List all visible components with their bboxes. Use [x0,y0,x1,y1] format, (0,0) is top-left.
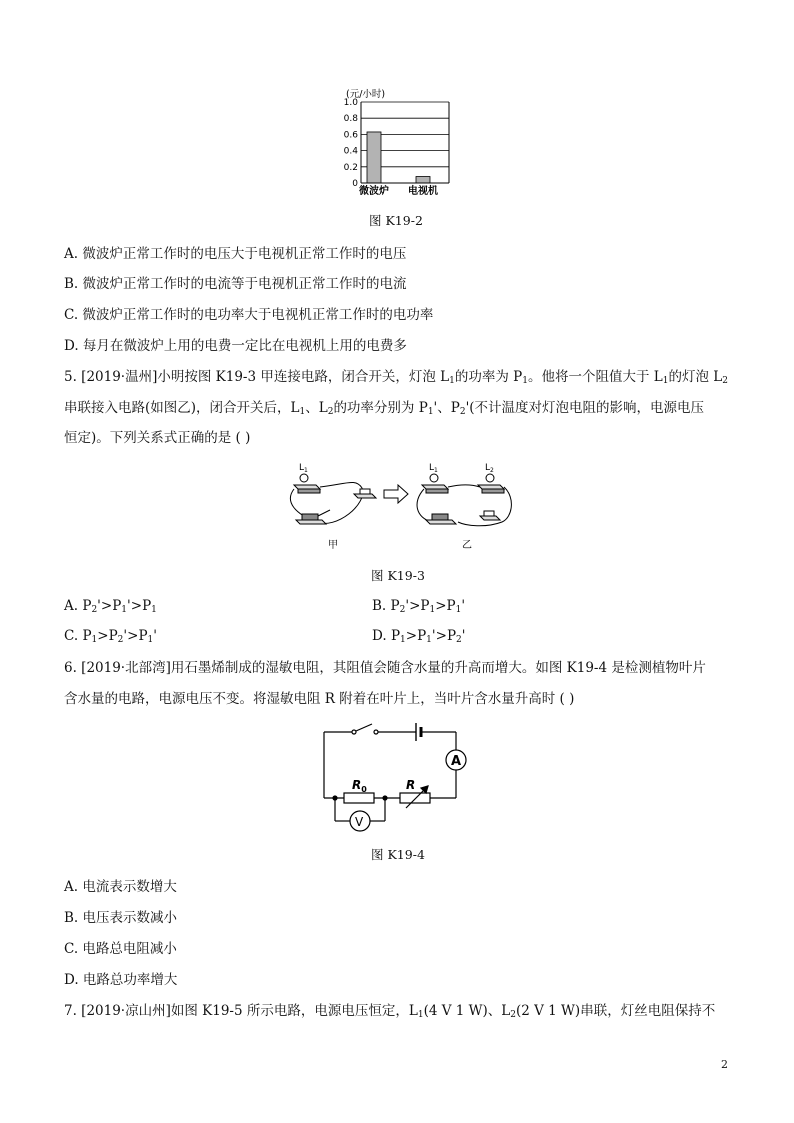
figure-caption-k19-2: 图 K19-2 [369,213,423,228]
figure-caption-k19-4: 图 K19-4 [371,847,425,862]
chart-ylabel: (元/小时) [346,89,386,100]
x-tick-label: 电视机 [408,186,438,197]
y-tick-label: 0.6 [343,130,358,141]
y-tick-label: 0.4 [343,146,358,157]
bar-chart [330,86,460,198]
x-tick-label: 微波炉 [359,186,389,197]
y-tick-label: 0.8 [343,114,358,125]
q6-stem-line2: 含水量的电路，电源电压不变。将湿敏电阻 R 附着在叶片上，当叶片含水量升高时 ( ) [64,691,575,707]
q6-option-c: C. 电路总电阻减小 [64,941,177,957]
q7-stem-line1: 7. [2019·凉山州]如图 K19-5 所示电路，电源电压恒定，$L_1(4$ V 1 W)、$L_2(2$ V 1 W)串联，灯丝电阻保持不 [64,1003,716,1020]
q5-stem-line3: 恒定)。下列关系式正确的是 ( ) [64,430,251,446]
y-tick-label: 0.2 [343,162,358,173]
lamp-label-l1-yi: $L_1$ [429,463,438,474]
bar-0 [367,132,381,183]
q5-option-d: D. $P_1>P_1'>P_2'$ [372,628,466,645]
q6-option-b: B. 电压表示数减小 [64,910,178,926]
lamp-bulb-icon [300,474,308,482]
voltmeter-label: V [355,815,364,829]
lamp-bulb-icon [486,474,494,482]
q4-option-b: B. 微波炉正常工作时的电流等于电视机正常工作时的电流 [64,276,407,292]
r-label: R [406,778,416,792]
circuit-figure-k19-3 [276,458,526,554]
y-tick-label: 1.0 [343,98,358,108]
figure-caption-k19-3: 图 K19-3 [371,568,425,583]
page-number: 2 [721,1058,728,1071]
chart-y-tick-labels [344,98,359,189]
bar-1 [416,177,430,183]
q4-option-a: A. 微波炉正常工作时的电压大于电视机正常工作时的电压 [64,246,407,262]
circuit-jia [290,463,376,551]
q5-option-a: A. $P_2'>P_1'>P_1$ [64,598,157,615]
ammeter-label: A [451,754,462,769]
q4-option-d: D. 每月在微波炉上用的电费一定比在电视机上用的电费多 [64,338,407,354]
switch-icon [356,724,372,731]
q4-option-c: C. 微波炉正常工作时的电功率大于电视机正常工作时的电功率 [64,307,434,323]
circuit-yi [417,463,511,551]
q6-option-a: A. 电流表示数增大 [64,879,177,895]
lamp-label-l1-jia: $L_1$ [299,463,308,474]
chart-x-tick-labels [359,184,438,197]
y-tick-label: 0 [352,179,358,189]
label-jia: 甲 [328,540,338,551]
q6-stem-line1: 6. [2019·北部湾]用石墨烯制成的湿敏电阻，其阻值会随含水量的升高而增大。如图 K19-4 是检测植物叶片 [64,660,706,676]
resistor-r0-icon [344,793,374,803]
q5-option-c: C. $P_1>P_2'>P_1'$ [64,628,157,645]
q6-option-d: D. 电路总功率增大 [64,972,178,988]
circuit-figure-k19-4 [318,720,468,836]
lamp-label-l2-yi: $L_2$ [485,463,494,474]
chart-bars [367,132,430,183]
r0-label: $R_0$ [352,778,367,794]
q5-stem-line1: 5. [2019·温州]小明按图 K19-3 甲连接电路，闭合开关，灯泡 $L_1$的功率为 $P_1$。他将一个阻值大于 $L_1$的灯泡 $L_2$ [64,369,728,386]
q5-option-b: B. $P_2'>P_1>P_1'$ [372,598,466,615]
arrow-icon [384,485,408,503]
q5-stem-line2: 串联接入电路(如图乙)，闭合开关后，$L_1$、$L_2$的功率分别为 $P_1'$、$P_2'$(不计温度对灯泡电阻的影响，电源电压 [64,400,705,417]
lamp-bulb-icon [430,474,438,482]
label-yi: 乙 [462,540,472,551]
resistor-r-icon [400,793,430,803]
